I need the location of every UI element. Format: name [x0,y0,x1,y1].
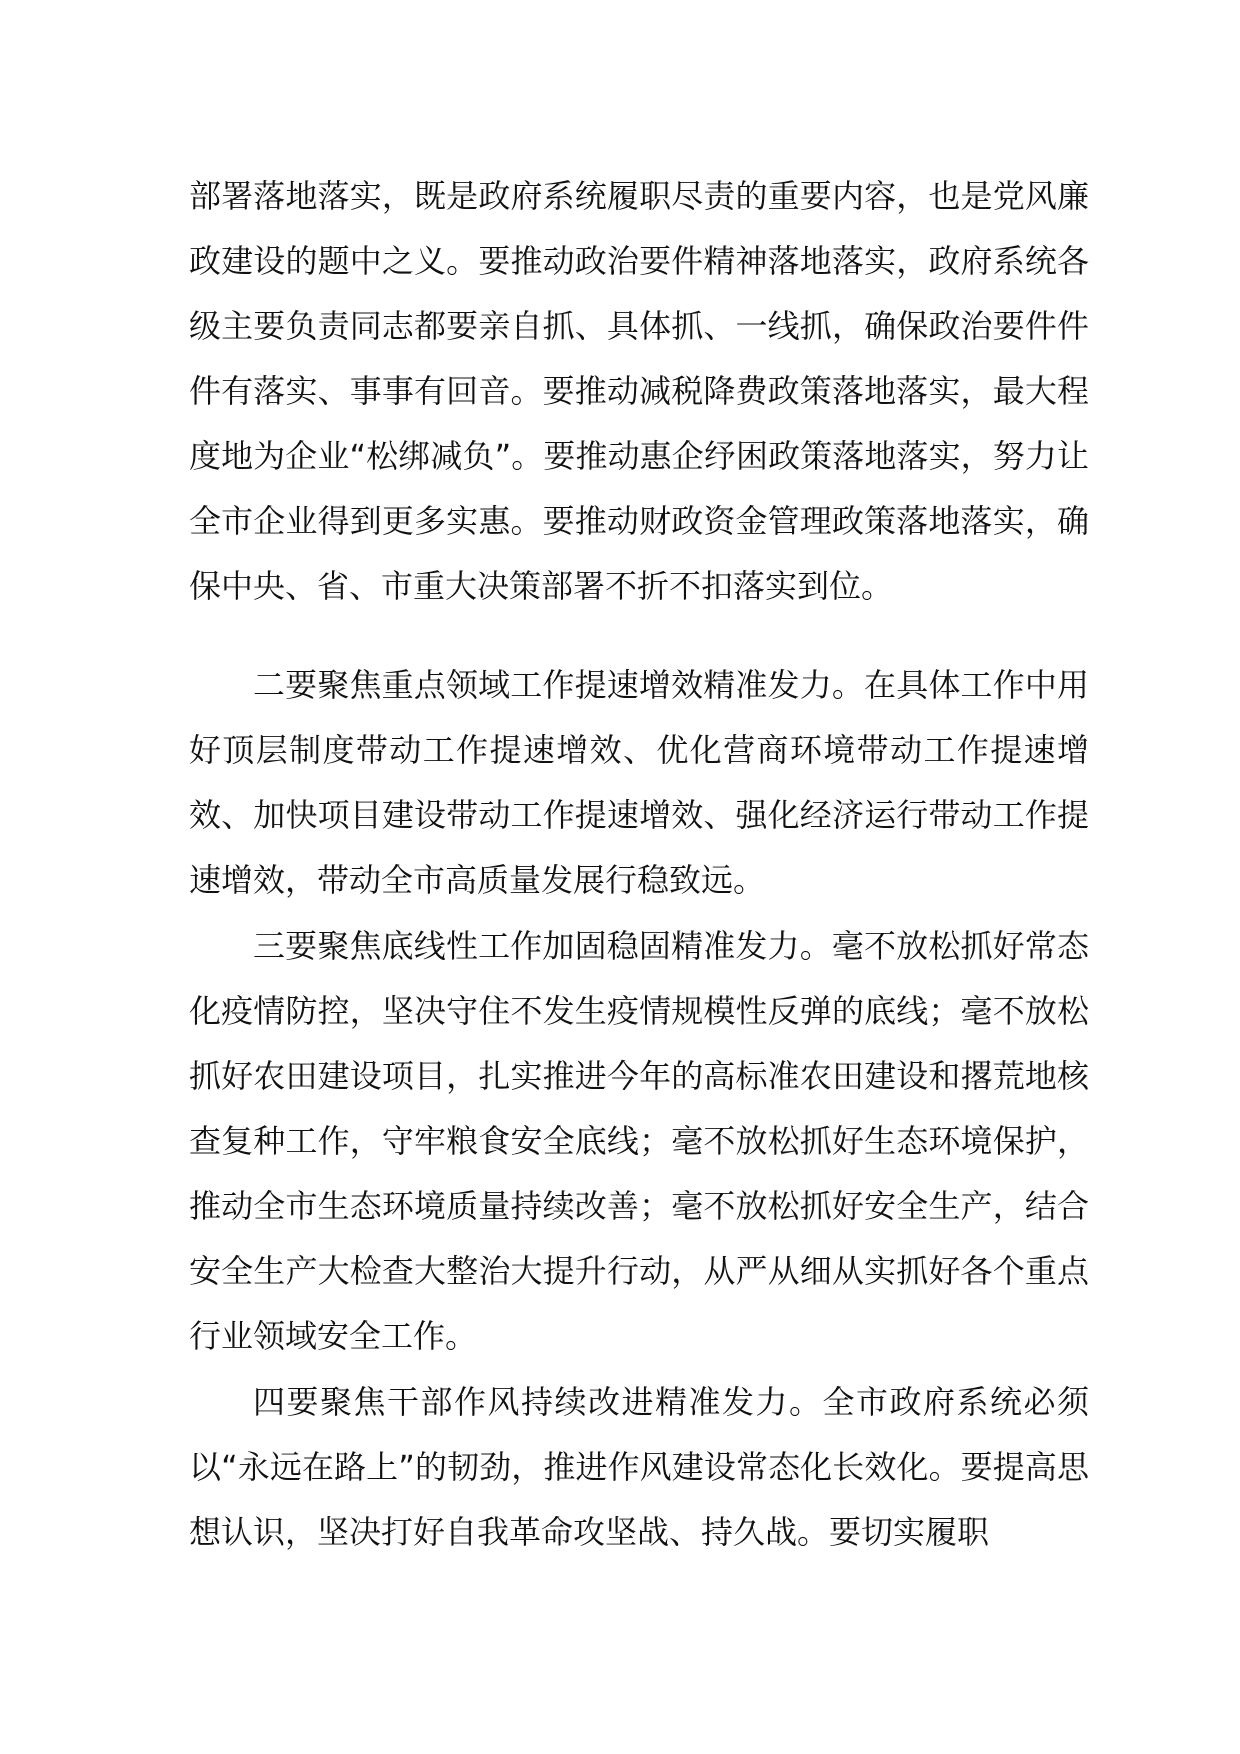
paragraph-third-point: 三要聚焦底线性工作加固稳固精准发力。毫不放松抓好常态化疫情防控，坚决守住不发生疫情规模性反弹的底线；毫不放松抓好农田建设项目，扎实推进今年的高标准农田建设和撂荒地核查复种工作，守牢粮食安全底线；毫不放松抓好生态环境保护，推动全市生态环境质量持续改善；毫不放松抓好安全生产，结合安全生产大检查大整治大提升行动，从严从细从实抓好各个重点行业领域安全工作。 [189,927,1089,1355]
paragraph-second-point: 二要聚焦重点领域工作提速增效精准发力。在具体工作中用好顶层制度带动工作提速增效、优化营商环境带动工作提速增效、加快项目建设带动工作提速增效、强化经济运行带动工作提速增效，带动全市高质量发展行稳致远。 [189,666,1089,899]
paragraph-fourth-point: 四要聚焦干部作风持续改进精准发力。全市政府系统必须以“永远在路上”的韧劲，推进作风建设常态化长效化。要提高思想认识，坚决打好自我革命攻坚战、持久战。要切实履职 [189,1383,1089,1551]
paragraph-continuation: 部署落地落实，既是政府系统履职尽责的重要内容，也是党风廉政建设的题中之义。要推动政治要件精神落地落实，政府系统各级主要负责同志都要亲自抓、具体抓、一线抓，确保政治要件件件有落实、事事有回音。要推动减税降费政策落地落实，最大程度地为企业“松绑减负”。要推动惠企纾困政策落地落实，努力让全市企业得到更多实惠。要推动财政资金管理政策落地落实，确保中央、省、市重大决策部署不折不扣落实到位。 [189,177,1089,605]
